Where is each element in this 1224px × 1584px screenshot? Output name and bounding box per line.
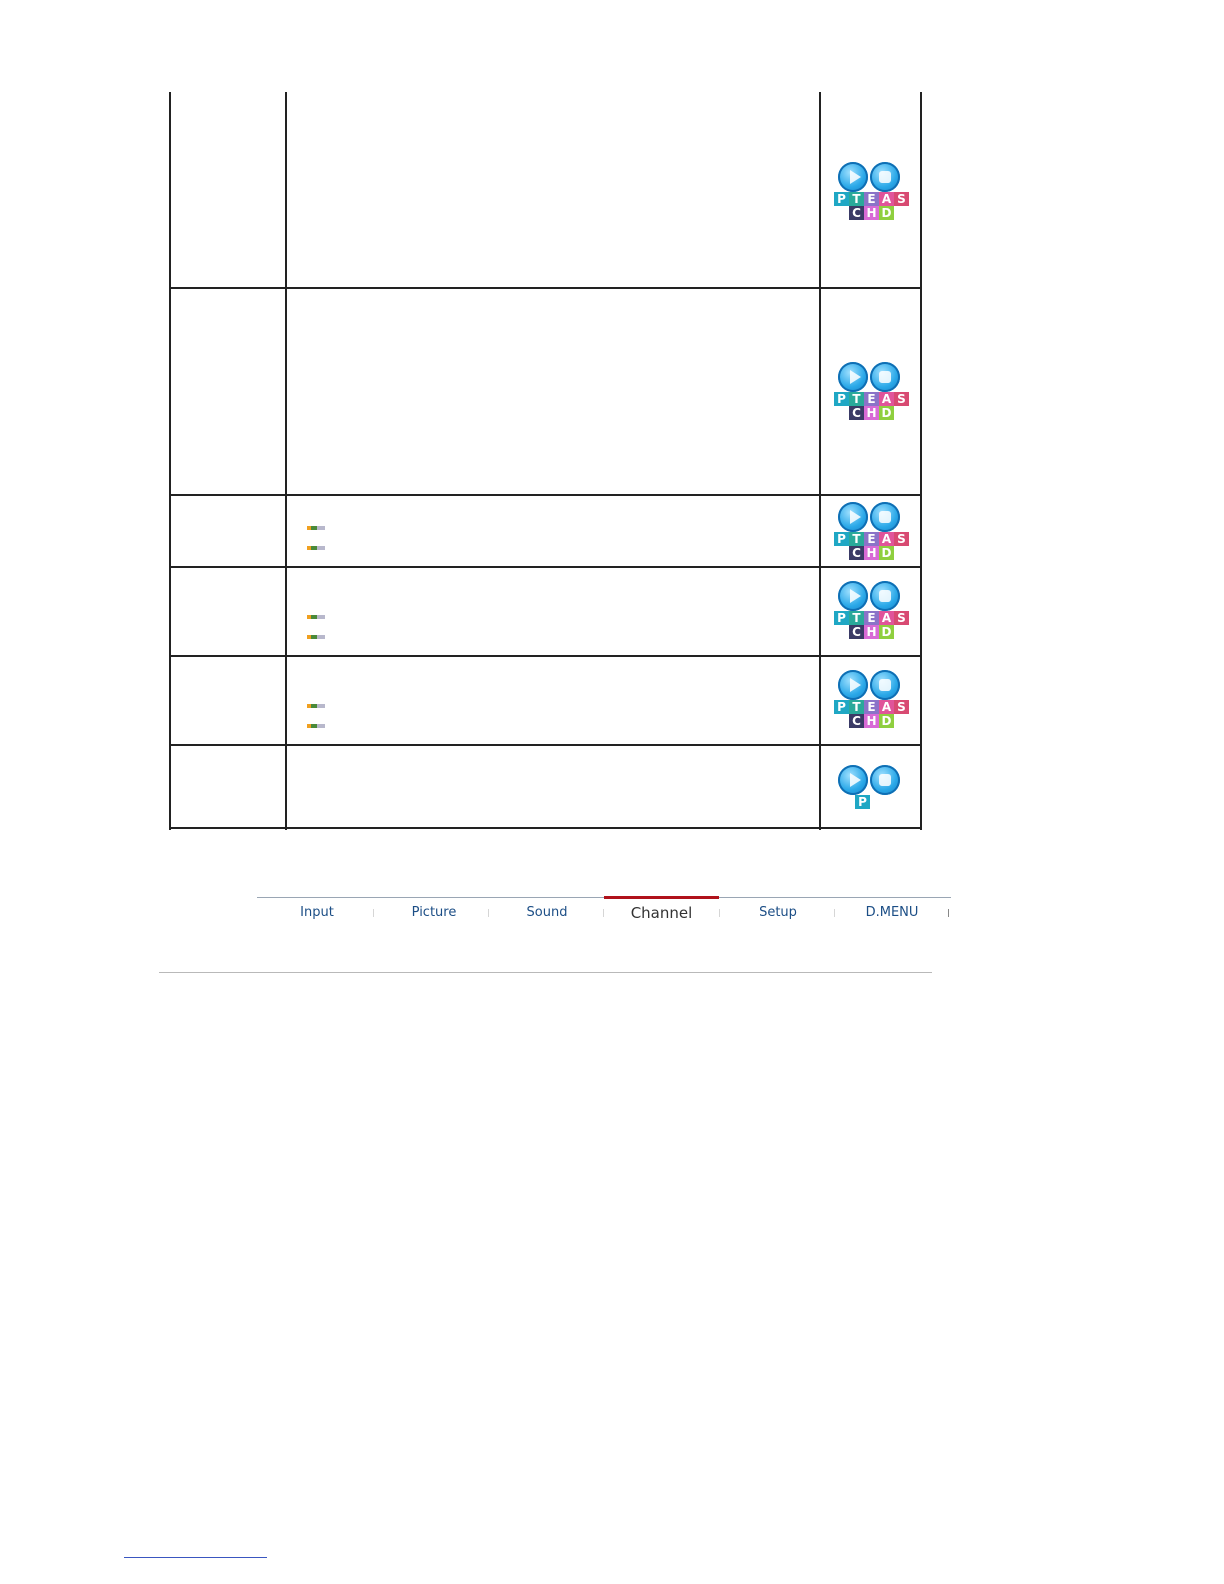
mode-letter: E [864, 192, 879, 206]
stop-icon [870, 670, 900, 700]
tab-separator [948, 909, 949, 917]
mode-letter: H [864, 206, 879, 220]
mode-letter: P [834, 532, 849, 546]
mode-letter: C [849, 206, 864, 220]
play-icon [838, 502, 868, 532]
bullet-icon [307, 546, 325, 550]
bullet-icon [307, 704, 325, 708]
mode-letter: E [864, 611, 879, 625]
mode-letter: S [894, 532, 909, 546]
mode-availability-icon [834, 670, 910, 730]
bullet-icon [307, 635, 325, 639]
tab-picture[interactable]: Picture [411, 905, 457, 920]
tab-input[interactable]: Input [300, 905, 334, 920]
mode-letter: T [849, 532, 864, 546]
mode-letter: C [849, 625, 864, 639]
table-row-divider [169, 287, 922, 289]
stop-icon [870, 765, 900, 795]
mode-letter: H [864, 406, 879, 420]
stop-icon [870, 502, 900, 532]
mode-letter: S [894, 192, 909, 206]
mode-letter: D [879, 206, 894, 220]
bullet-icon [307, 615, 325, 619]
mode-letter: H [864, 546, 879, 560]
play-icon [838, 670, 868, 700]
mode-letter: P [834, 611, 849, 625]
stop-icon [870, 581, 900, 611]
table-row-divider [169, 655, 922, 657]
table-row-divider [169, 566, 922, 568]
bullet-icon [307, 526, 325, 530]
mode-availability-icon [834, 502, 910, 562]
mode-availability-icon [834, 162, 910, 222]
mode-letter: P [834, 392, 849, 406]
mode-letter: H [864, 625, 879, 639]
mode-availability-icon [834, 362, 910, 422]
mode-letter: D [879, 625, 894, 639]
table-column-divider-2 [819, 92, 821, 830]
stop-icon [870, 162, 900, 192]
play-icon [838, 581, 868, 611]
table-border-right [920, 92, 922, 830]
mode-letter: S [894, 392, 909, 406]
menu-tab-bar [257, 895, 951, 929]
mode-availability-icon-p [834, 765, 910, 825]
mode-letter: A [879, 192, 894, 206]
mode-letter: S [894, 700, 909, 714]
mode-letter: E [864, 700, 879, 714]
tab-sound[interactable]: Sound [526, 905, 568, 920]
mode-letter: T [849, 192, 864, 206]
footnote-separator [124, 1557, 267, 1558]
mode-letter: C [849, 714, 864, 728]
mode-letter: A [879, 700, 894, 714]
mode-letter: C [849, 546, 864, 560]
mode-letter: T [849, 392, 864, 406]
mode-letter: A [879, 532, 894, 546]
mode-letter: T [849, 700, 864, 714]
mode-letter: A [879, 611, 894, 625]
mode-letter: D [879, 714, 894, 728]
mode-letter: A [879, 392, 894, 406]
mode-letter: P [834, 700, 849, 714]
table-row-divider [169, 744, 922, 746]
tab-separator [488, 909, 489, 917]
tab-channel[interactable]: Channel [604, 898, 719, 928]
mode-letter: T [849, 611, 864, 625]
play-icon [838, 362, 868, 392]
tab-setup[interactable]: Setup [759, 905, 797, 920]
mode-letter: H [864, 714, 879, 728]
tab-d-menu[interactable]: D.MENU [865, 905, 919, 920]
mode-letter: P [855, 795, 870, 809]
horizontal-rule [159, 972, 932, 973]
mode-letter: D [879, 546, 894, 560]
mode-letter: E [864, 392, 879, 406]
table-row-divider [169, 494, 922, 496]
table-border-bottom [169, 827, 922, 829]
table-column-divider-1 [285, 92, 287, 830]
mode-availability-icon [834, 581, 910, 641]
mode-letter: D [879, 406, 894, 420]
play-icon [838, 765, 868, 795]
mode-letter: E [864, 532, 879, 546]
bullet-icon [307, 724, 325, 728]
mode-letter: C [849, 406, 864, 420]
stop-icon [870, 362, 900, 392]
mode-letter: S [894, 611, 909, 625]
play-icon [838, 162, 868, 192]
tab-separator [373, 909, 374, 917]
mode-letter: P [834, 192, 849, 206]
table-border-left [169, 92, 171, 830]
